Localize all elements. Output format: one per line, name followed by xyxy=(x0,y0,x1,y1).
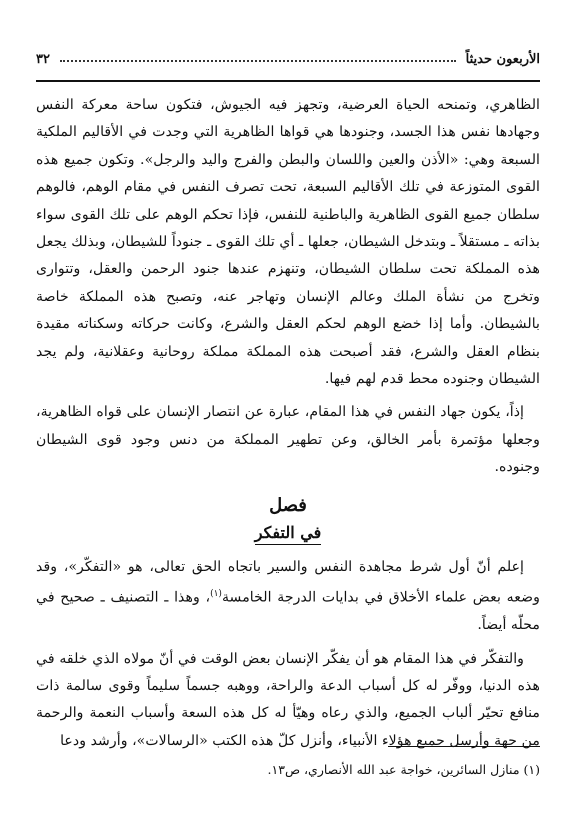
footnote-reference[interactable]: (١) xyxy=(210,589,222,600)
running-title: الأربعون حديثاً xyxy=(465,51,540,67)
paragraph-3 xyxy=(36,554,540,640)
header-rule xyxy=(36,80,540,82)
footnote-marker: (١) xyxy=(523,762,540,777)
paragraph-2: إذاً، يكون جهاد النفس في هذا المقام، عبارة عن انتصار الإنسان على قواه الظاهرية، وجعلها مؤتمرة بأمر الخالق، وعن تطهير المملكة من دنس وجود قوى الشيطان وجنوده. xyxy=(36,404,540,476)
paragraph-4: والتفكّر في هذا المقام هو أن يفكّر الإنسان بعض الوقت في أنّ مولاه الذي خلقه في هذه الدنيا، ووفّر له كل أسباب الدعة والراحة، ووهبه جسماً سليماً وقوى سالمة ذات منافع تحيّر ألباب الجميع، والذي رعاه وهيّأ له كل هذه السعة وأسباب النعمة والرحمة من جهة وأرسل جميع هؤلاء الأنبياء، وأنزل كلّ هذه الكتب «الرسالات»، وأرشد ودعا xyxy=(36,650,540,749)
footnote xyxy=(36,760,540,780)
page-number: ٣٢ xyxy=(36,51,50,67)
paragraph-1: الظاهري، وتمنحه الحياة العرضية، وتجهز فيه الجيوش، فتكون ساحة معركة النفس وجهادها نفس هذا الجسد، وجنودها هي قواها الظاهرية التي وجدت في الأقاليم الملكية السبعة وهي: «الأذن والعين واللسان والبطن والفرج واليد والرجل». وتكون جميع هذه القوى المتوزعة في تلك الأقاليم السبعة، تحت تصرف النفس في مقام الوهم، فالوهم سلطان جميع القوى الظاهرية والباطنية للنفس، فإذا تحكم الوهم على تلك القوى سواء بذاته ـ مستقلاً ـ وبتدخل الشيطان، جعلها ـ أي تلك القوى ـ جنوداً للشيطان، وبذلك يجعل هذه المملكة تحت سلطان الشيطان، وتنهزم عندها جنود الرحمن والعقل، وتتوارى وتخرج من نشأة الملك وعالم الإنسان وتهاجر عنه، وتصبح هذه المملكة خاصة بالشيطان. وأما إذا خضع الوهم لحكم العقل والشرع، وكانت حركاته وسكناته مقيدة بنظام العقل والشرع، فقد أصبحت هذه المملكة مملكة روحانية وعقلانية، ولم يجد الشيطان وجنوده محط قدم لهم فيها. xyxy=(36,97,540,388)
section-heading: فصل xyxy=(269,494,307,516)
paragraph-3-part1: إعلم أنّ أول شرط مجاهدة النفس والسير باتجاه الحق تعالى، هو «التفكّر»، وقد وضعه بعض علماء الأخلاق في بدايات الدرجة الخامسة xyxy=(36,558,540,606)
section-subheading xyxy=(36,520,540,546)
paragraph-3-part2: ، وهذا ـ التصنيف ـ صحيح في محلّه أيضاً. xyxy=(36,589,540,634)
body-text xyxy=(36,92,540,761)
footnote-text: منازل السائرين، خواجة عبد الله الأنصاري، ص١٣. xyxy=(267,762,520,777)
running-header xyxy=(36,46,540,72)
footnote-rule xyxy=(388,746,540,747)
header-dot-leader xyxy=(60,60,456,62)
section-subheading-text: في التفكر xyxy=(255,523,321,545)
